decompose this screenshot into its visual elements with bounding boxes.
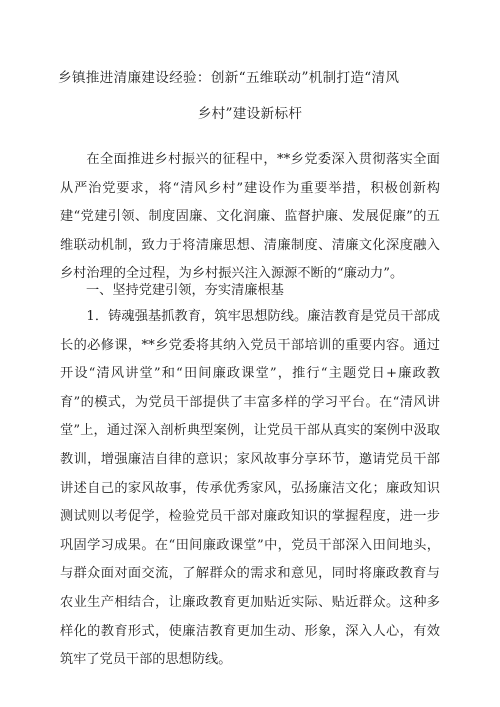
body-paragraph: 1．铸魂强基抓教育，筑牢思想防线。廉洁教育是党员干部成长的必修课，**乡党委将其纳入党员干部培训的重要内容。通过开设“清风讲堂”和“田间廉政课堂”，推行“主题党日+廉政教育”的模式，为党员干部提供了丰富多样的学习平台。在“清风讲堂”上，通过深入剖析典型案例，让党员干部从真实的案例中汲取教训，增强廉洁自律的意识；家风故事分享环节，邀请党员干部讲述自己的家风故事，传承优秀家风，弘扬廉洁文化；廉政知识测试则以考促学，检验党员干部对廉政知识的掌握程度，进一步巩固学习成果。在“田间廉政课堂”中，党员干部深入田间地头，与群众面对面交流，了解群众的需求和意见，同时将廉政教育与农业生产相结合，让廉政教育更加贴近实际、贴近群众。这种多样化的教育形式，使廉洁教育更加生动、形象，深入人心，有效筑牢了党员干部的思想防线。 xyxy=(60,309,440,668)
document-title-line-2: 乡村”建设新标杆 xyxy=(197,106,303,122)
intro-paragraph: 在全面推进乡村振兴的征程中，**乡党委深入贯彻落实全面从严治党要求，将“清风乡村”建设作为重要举措，积极创新构建“党建引领、制度固廉、文化润廉、监督护廉、发展促廉”的五维联动机制，致力于将清廉思想、清廉制度、清廉文化深度融入乡村治理的全过程，为乡村振兴注入源源不断的“廉动力”。 xyxy=(60,152,440,282)
document-title-line-1: 乡镇推进清廉建设经验：创新“五维联动”机制打造“清风 xyxy=(58,70,400,86)
section-heading: 一、坚持党建引领，夯实清廉根基 xyxy=(86,283,284,298)
